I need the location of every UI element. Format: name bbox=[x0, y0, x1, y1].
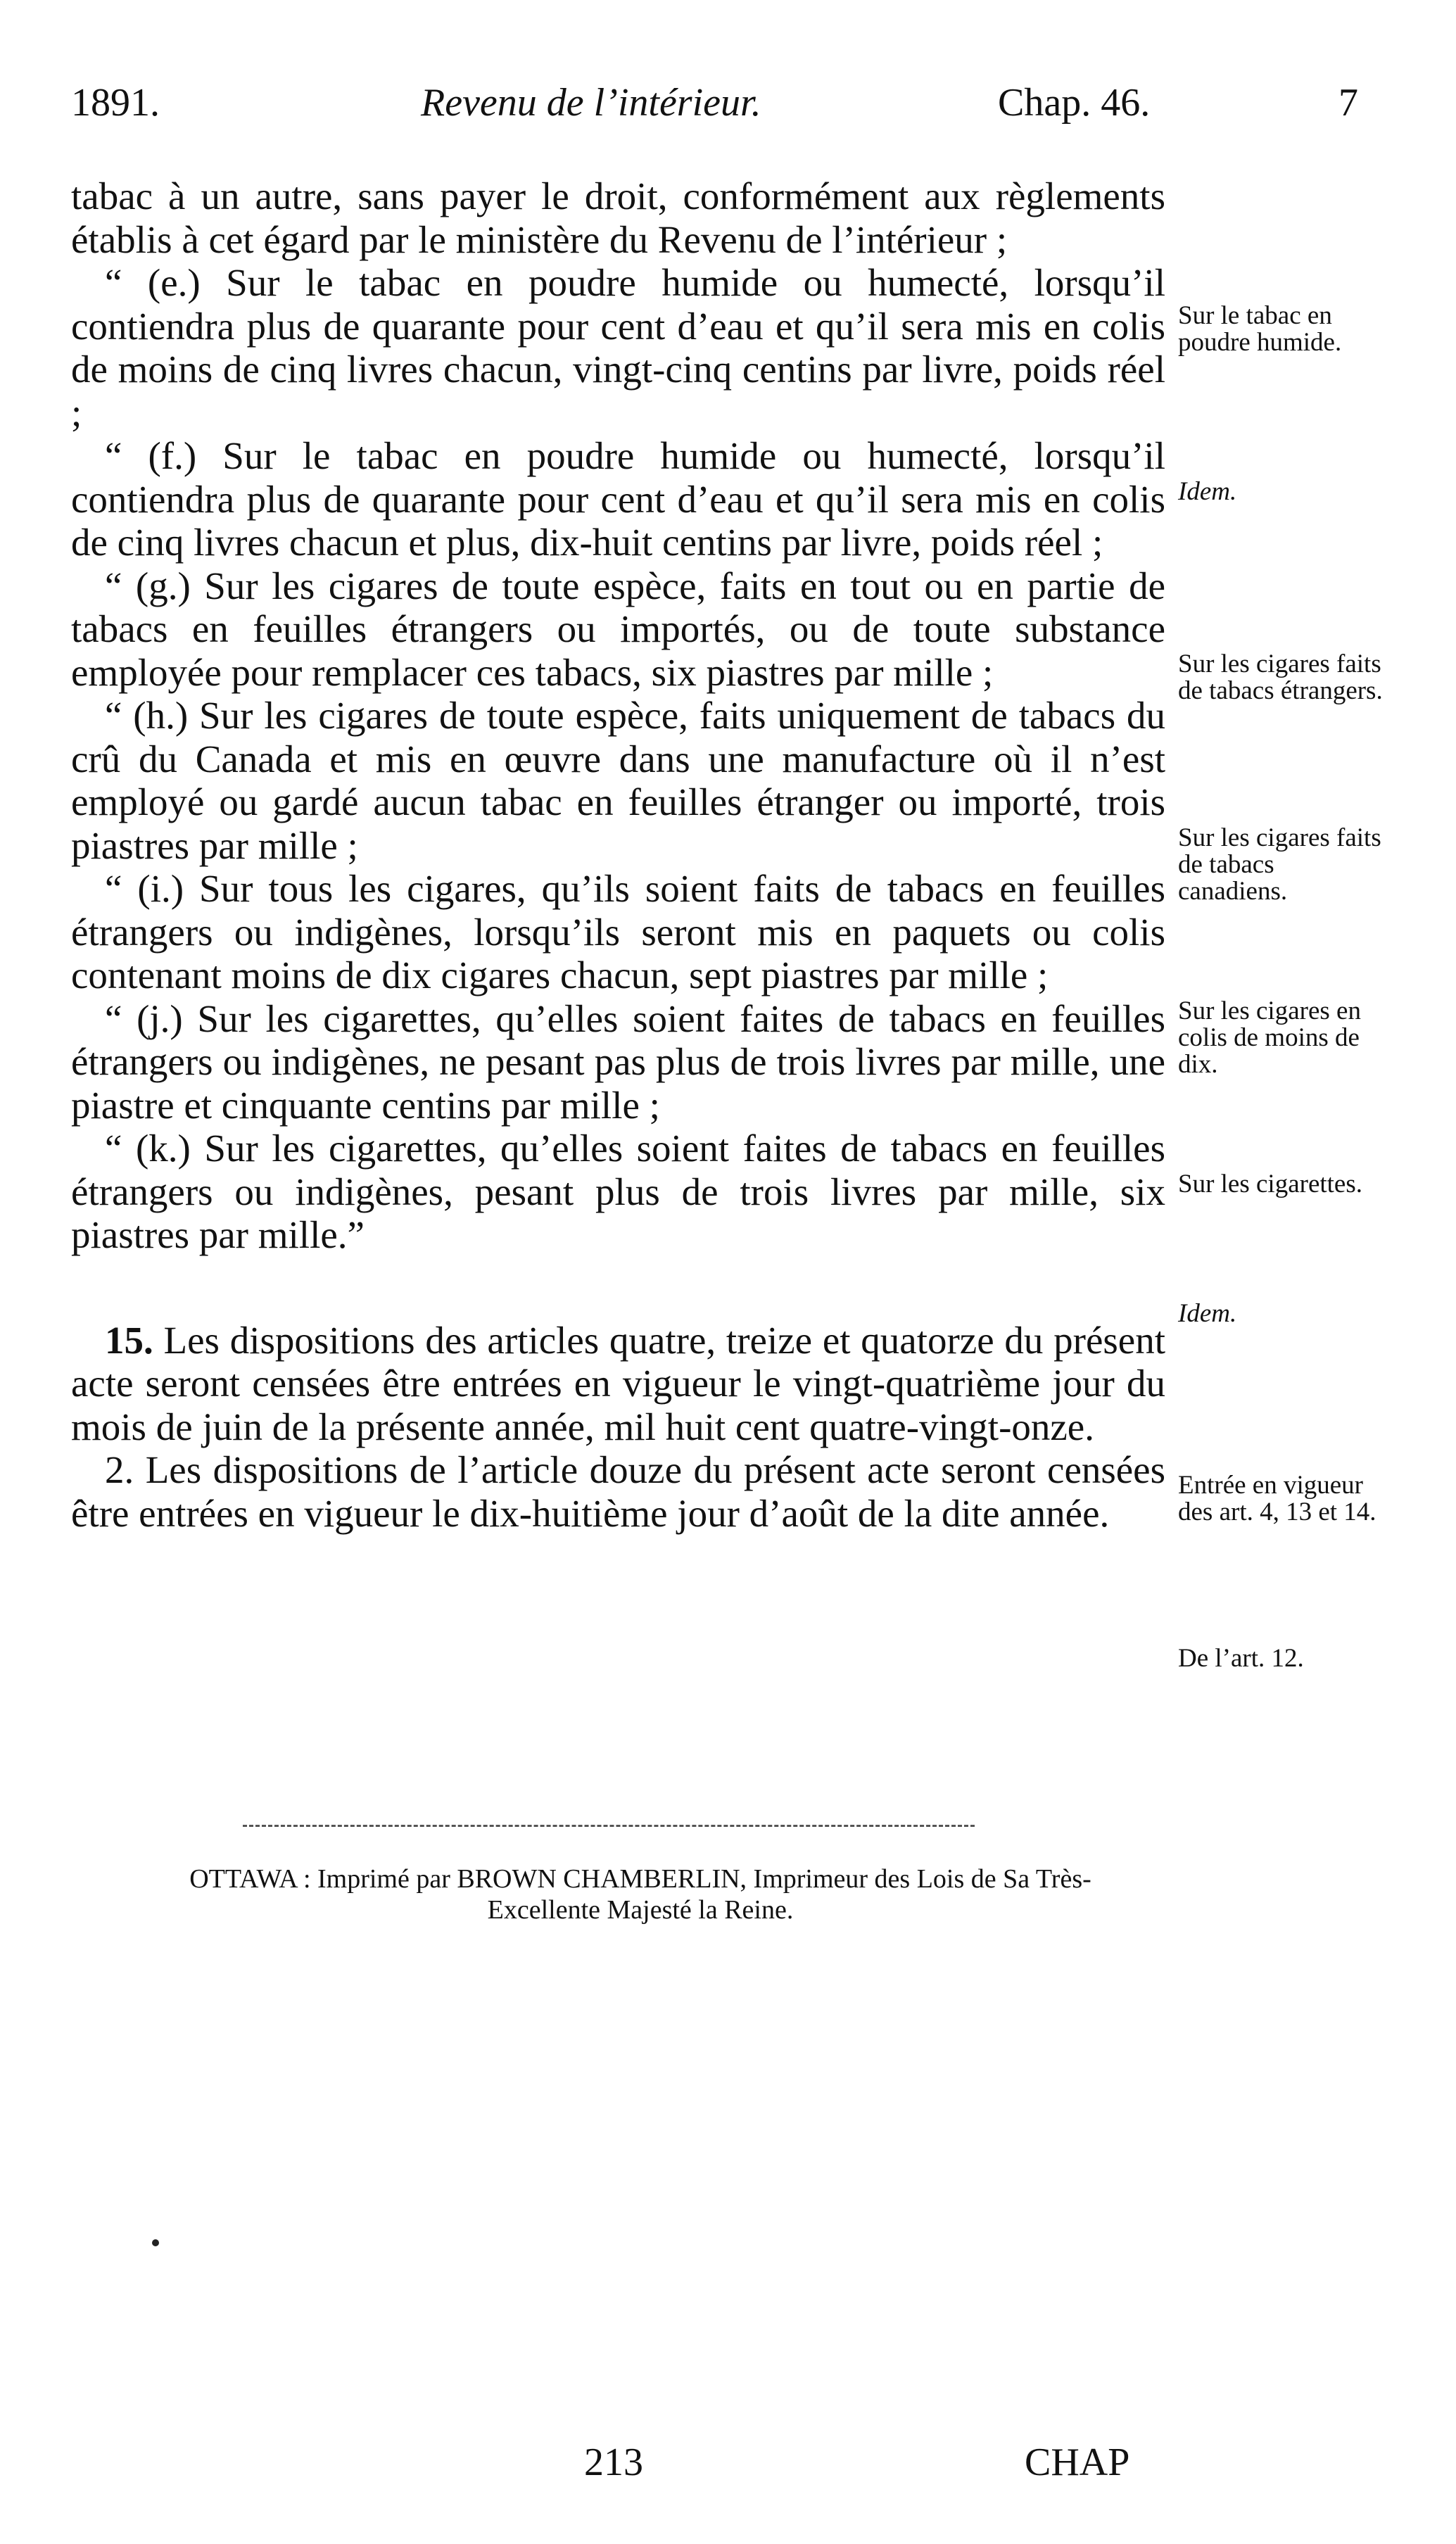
section-15-text: Les dispositions des articles quatre, treize et quatorze du présent acte seront censées être entrées en vigueur le vingt-quatrième jour du mois de juin de la présente année, mil huit cent quatre-vingt-onze. bbox=[71, 1318, 1165, 1448]
section-15 bbox=[71, 1319, 1165, 1449]
paragraph-h: “ (h.) Sur les cigares de toute espèce, faits uniquement de tabacs du crû du Canada et mis en œuvre dans une manufacture où il n’est employé ou gardé aucun tabac en feuilles étranger ou importé, trois piastres par mille ; bbox=[71, 694, 1165, 867]
header-page-number: 7 bbox=[1338, 81, 1358, 125]
printer-imprint bbox=[70, 1863, 1210, 1925]
paragraph-continuation: tabac à un autre, sans payer le droit, conformément aux règlements établis à cet égard par le ministère du Revenu de l’intérieur ; bbox=[71, 175, 1165, 261]
margin-note-art-12: De l’art. 12. bbox=[1178, 1644, 1304, 1673]
margin-note-cigarettes: Sur les cigarettes. bbox=[1178, 1170, 1362, 1198]
margin-note-tabac-humide: Sur le tabac en poudre humide. bbox=[1178, 301, 1342, 357]
section-15-number: 15. bbox=[105, 1318, 153, 1362]
footer-page-number: 213 bbox=[584, 2441, 643, 2484]
paragraph-e: “ (e.) Sur le tabac en poudre humide ou humecté, lorsqu’il contiendra plus de quarante pour cent d’eau et qu’il sera mis en colis de moins de cinq livres chacun, vingt-cinq centins par livre, poids réel ; bbox=[71, 261, 1165, 434]
paragraph-j: “ (j.) Sur les cigarettes, qu’elles soient faites de tabacs en feuilles étrangers ou indigènes, ne pesant pas plus de trois livres par mille, une piastre et cinquante centins par mille ; bbox=[71, 996, 1165, 1127]
header-title: Revenu de l’intérieur. bbox=[421, 81, 761, 125]
section-15-subsection-2: 2. Les dispositions de l’article douze du présent acte seront censées être entrées en vigueur le dix-huitième jour d’août de la dite année. bbox=[71, 1448, 1165, 1535]
margin-note-cigares-etrangers: Sur les cigares faits de tabacs étrangers. bbox=[1178, 650, 1383, 705]
paragraph-f: “ (f.) Sur le tabac en poudre humide ou humecté, lorsqu’il contiendra plus de quarante pour cent d’eau et qu’il sera mis en colis de cinq livres chacun et plus, dix-huit centins par livre, poids réel ; bbox=[71, 434, 1165, 564]
margin-note-idem-1: Idem. bbox=[1178, 477, 1237, 506]
margin-note-entree-en-vigueur: Entrée en vigueur des art. 4, 13 et 14. bbox=[1178, 1471, 1376, 1526]
separator-rule bbox=[243, 1825, 975, 1827]
margin-note-cigares-colis: Sur les cigares en colis de moins de dix. bbox=[1178, 996, 1361, 1079]
footer-catchword: CHAP bbox=[1025, 2441, 1130, 2484]
header-year: 1891. bbox=[71, 81, 160, 125]
ink-speck bbox=[152, 2239, 159, 2246]
section-gap bbox=[71, 1257, 1165, 1319]
header-chapter: Chap. 46. bbox=[998, 81, 1151, 125]
paragraph-i: “ (i.) Sur tous les cigares, qu’ils soient faits de tabacs en feuilles étrangers ou indigènes, lorsqu’ils seront mis en paquets ou colis contenant moins de dix cigares chacun, sept piastres par mille ; bbox=[71, 867, 1165, 996]
imprint-line-1: OTTAWA : Imprimé par BROWN CHAMBERLIN, Imprimeur des Lois de Sa Très- bbox=[189, 1864, 1091, 1894]
paragraph-k: “ (k.) Sur les cigarettes, qu’elles soient faites de tabacs en feuilles étrangers ou indigènes, pesant plus de trois livres par mille, six piastres par mille.” bbox=[71, 1127, 1165, 1256]
paragraph-g: “ (g.) Sur les cigares de toute espèce, faits en tout ou en partie de tabacs en feuilles étrangers ou importés, ou de toute substance employée pour remplacer ces tabacs, six piastres par mille ; bbox=[71, 564, 1165, 694]
margin-note-idem-2: Idem. bbox=[1178, 1299, 1237, 1328]
imprint-line-2: Excellente Majesté la Reine. bbox=[487, 1895, 794, 1925]
main-text bbox=[71, 175, 1165, 1535]
margin-note-cigares-canadiens: Sur les cigares faits de tabacs canadiens. bbox=[1178, 823, 1381, 906]
